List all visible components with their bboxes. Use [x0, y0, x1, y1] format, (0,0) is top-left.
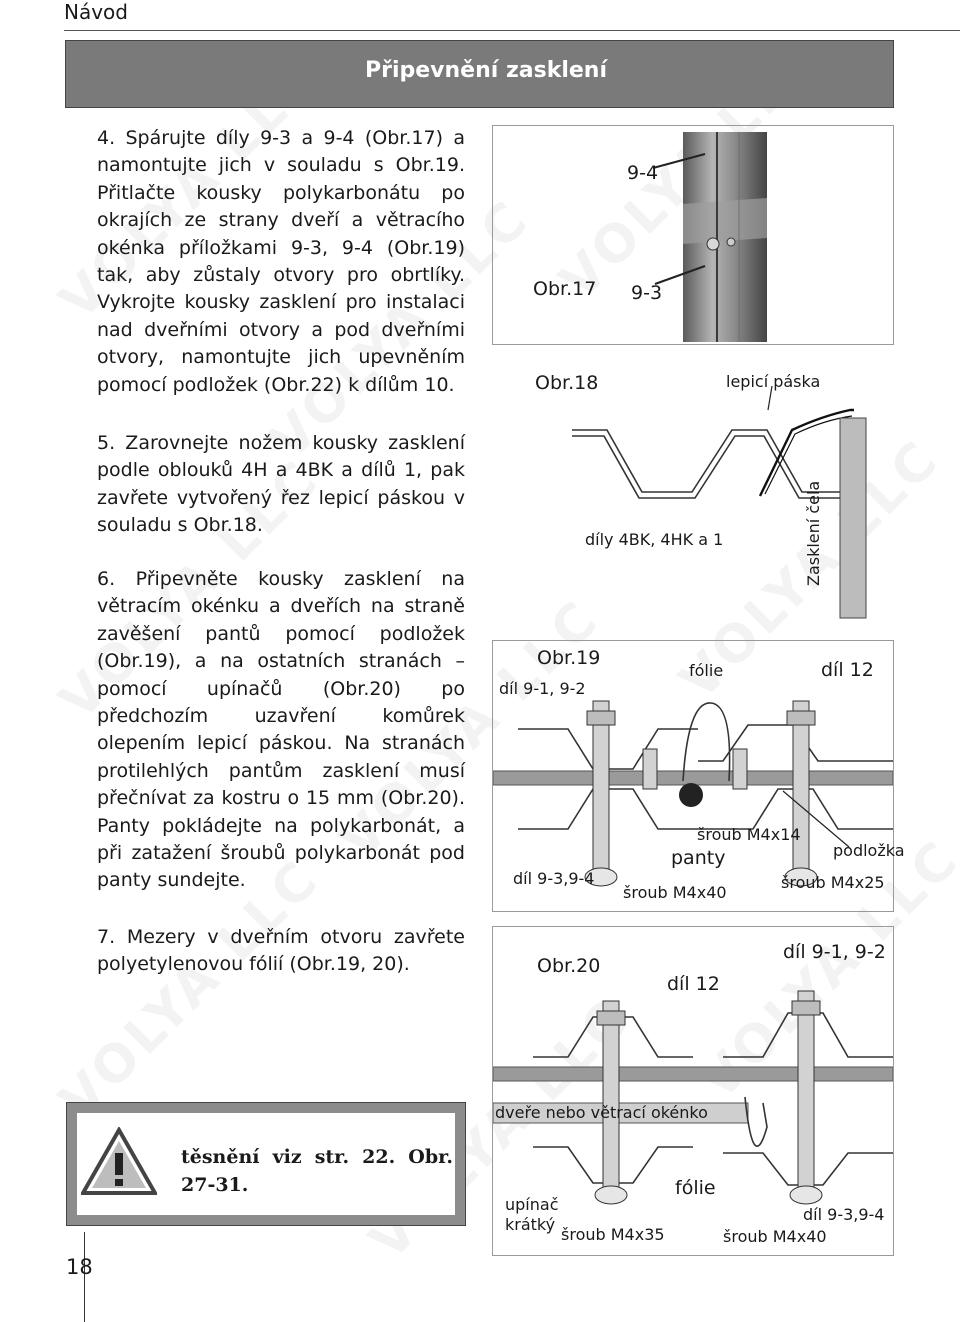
- label-screw-m4x40-20: šroub M4x40: [723, 1227, 827, 1246]
- step-4-text: 4. Spárujte díly 9-3 a 9-4 (Obr.17) a namontujte jich v souladu s Obr.19. Přitlačte kousky polykarbonátu po okrajích ze strany dveří a větracího okénka příložkami 9-3, 9-4 (Obr.19) tak, aby zůstaly otvory pro obrtlíky. Vykrojte kousky zasklení pro instalaci nad dveřními otvory a pod dveřními otvory, namontujte jich upevněním pomocí podložek (Obr.22) k dílům 10.: [97, 127, 465, 396]
- warning-box: [66, 1102, 466, 1226]
- figure-20-caption: Obr.20: [537, 955, 601, 977]
- label-screw-m4x35: šroub M4x35: [561, 1225, 665, 1244]
- tape-joint-drawing: [492, 360, 894, 628]
- figure-19: [492, 640, 905, 912]
- section-banner: [65, 40, 894, 108]
- warning-triangle-icon: [81, 1127, 157, 1197]
- step-6-text: 6. Připevněte kousky zasklení na větracím okénku a dveřích na straně zavěšení pantů pomocí podložek (Obr.19), a na ostatních stranách – pomocí upínačů (Obr.20) po předchozím uzavření komůrek olepením lepicí páskou. Na stranách protilehlých pantům zasklení musí přečnívat za kostru o 15 mm (Obr.20). Panty pokládejte na polykarbonát, a při zatažení šroubů polykarbonát pod panty sundejte.: [97, 568, 465, 892]
- label-front-glazing: Zasklení čela: [804, 480, 823, 586]
- label-part-9-3: díl 9-3,9-4: [513, 869, 595, 888]
- figure-18-caption: Obr.18: [535, 372, 599, 394]
- label-clamp-short: upínač krátký: [505, 1195, 559, 1234]
- figure-17-caption: Obr.17: [533, 278, 597, 300]
- label-washer: podložka: [833, 841, 905, 860]
- step-5: [97, 430, 465, 540]
- label-screw-m4x14: šroub M4x14: [697, 825, 801, 844]
- header-rule: [64, 30, 960, 31]
- label-tape: lepicí páska: [726, 372, 821, 391]
- warning-inner: [77, 1113, 455, 1215]
- label-foil-20: fólie: [675, 1177, 716, 1199]
- label-part-9-3-20: díl 9-3,9-4: [803, 1205, 885, 1224]
- step-7: [97, 924, 465, 979]
- label-part-9-1: díl 9-1, 9-2: [499, 679, 586, 698]
- figure-18: [492, 360, 894, 628]
- label-part-9-1-20: díl 9-1, 9-2: [783, 941, 886, 963]
- figure-17: [492, 125, 894, 345]
- label-part-12-20: díl 12: [667, 973, 720, 995]
- label-parts: díly 4BK, 4HK a 1: [585, 530, 724, 549]
- figure-20: [492, 926, 894, 1256]
- label-foil: fólie: [689, 661, 724, 680]
- step-6: [97, 566, 465, 895]
- label-door-or-vent: dveře nebo větrací okénko: [495, 1103, 708, 1122]
- section-title: Připevnění zasklení: [364, 58, 607, 83]
- step-4: [97, 125, 465, 399]
- label-hinges: panty: [671, 847, 726, 869]
- page-number: 18: [66, 1255, 93, 1279]
- running-header: Návod: [64, 0, 128, 24]
- label-9-3: 9-3: [631, 282, 663, 304]
- label-screw-m4x25: šroub M4x25: [781, 873, 885, 892]
- profile-joint-drawing: [493, 126, 893, 344]
- warning-text: těsnění viz str. 22. Obr. 27-31.: [181, 1146, 453, 1196]
- label-9-4: 9-4: [627, 162, 659, 184]
- label-part-12: díl 12: [821, 659, 874, 681]
- label-screw-m4x40: šroub M4x40: [623, 883, 727, 902]
- step-5-text: 5. Zarovnejte nožem kousky zasklení podle oblouků 4H a 4BK a dílů 1, pak zavřete vytvořený řez lepicí páskou v souladu s Obr.18.: [97, 432, 465, 537]
- figure-19-caption: Obr.19: [537, 647, 601, 669]
- step-7-text: 7. Mezery v dveřním otvoru zavřete polyetylenovou fólií (Obr.19, 20).: [97, 926, 465, 976]
